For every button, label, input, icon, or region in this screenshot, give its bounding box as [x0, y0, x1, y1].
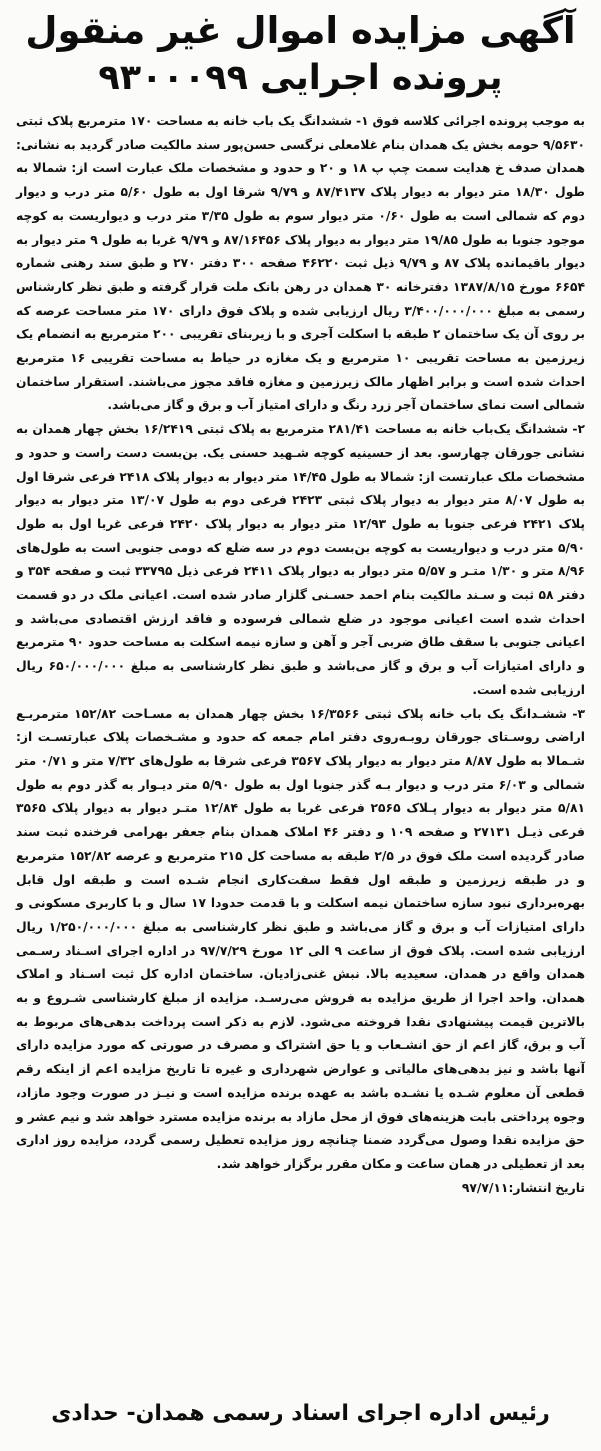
- notice-body: [16, 110, 585, 1200]
- signature-line: رئیس اداره اجرای اسناد رسمی همدان- حدادی: [51, 1401, 550, 1426]
- property-2-paragraph: ۲- ششدانگ یک‌باب خانه به مساحت ۲۸۱/۴۱ مترمربع به پلاک ثبتی ۱۶/۲۴۱۹ بخش چهار همدان به نشانی جورقان چهارسو. بعد از حسینیه کوچه شـهید حسنی یک. بن‌بست دست راست و حدود و مشخصات ملک عبارتست از: شمالا به طول ۱۴/۴۵ متر دیوار به دیوار پلاک ۲۴۱۸ فرعی شرقا اول به طول ۸/۰۷ متر دیوار به دیوار پلاک ثبتی ۲۴۲۳ فرعی دوم به طول ۱۳/۰۷ متر دیوار به دیوار پلاک ۲۴۲۱ فرعی جنوبا به طول ۱۲/۹۳ متر دیوار به دیوار پلاک ۲۴۲۰ فرعی غربا اول به طول ۵/۹۰ متر درب و دیواریست به کوچه بن‌بست دوم در سه ضلع که دومی جنوبی است به طول‌های ۸/۹۶ متر و ۱/۳۰ متـر و ۵/۵۷ متر دیوار به دیوار پلاک ۲۴۱۱ فرعی ذیل ۳۳۷۹۵ ثبت و صفحه ۳۵۴ و دفتر ۵۸ ثبت و سـند مالکیت بنام احمد حسـنی گلزار صادر شده است. اعیانی ملک در دو قسمت احداث شده است اعیانی موجود در ضلع شمالی فرسوده و فاقد ارزش اقتصادی می‌باشد و اعیانی جنوبی با سقف طاق ضربی آجر و آهن و سازه نیمه اسکلت به مساحت حدود ۹۰ مترمربع و دارای امتیازات آب و برق و گاز می‌باشد و طبق نظر کارشناسی به مبلغ ۶۵۰/۰۰۰/۰۰۰ ریال ارزیابی شده است.: [16, 422, 586, 697]
- property-1-paragraph: به موجب پرونده اجرائی کلاسه فوق ۱- ششدانگ یک باب خانه به مساحت ۱۷۰ مترمربع پلاک ثبتی ۹/۵۶۳۰ حومه بخش یک همدان بنام غلامعلی نرگسی حسن‌پور سند مالکیت صادر گردید به نشانی: همدان صدف خ هدایت سمت چپ پ ۱۸ و ۲۰ و حدود و مشخصات ملک عبارت است از: شمالا به طول ۱۸/۳۰ متر دیوار به دیوار پلاک ۸۷/۴۱۳۷ و ۹/۷۹ شرقا اول به طول ۵/۶۰ متر درب و دیوار دوم که شمالی است به طول ۰/۶۰ متر دیوار سوم به طول ۳/۳۵ متر درب و دیواریست به کوچه موجود جنوبا به طول ۱۹/۸۵ متر دیوار به دیوار پلاک ۸۷/۱۶۴۵۶ و ۹/۷۹ غربا به طول ۹ متر دیوار به دیوار باقیمانده پلاک ۸۷ و ۹/۷۹ ذیل ثبت ۴۶۲۲۰ صفحه ۳۰۰ دفتر ۲۷۰ و طبق سند رهنی شماره ۶۶۵۴ مورخ ۱۳۸۷/۸/۱۵ دفترخانه ۳۰ همدان در رهن بانک ملت قرار گرفته و طبق نظر کارشناس رسمی به مبلغ ۳/۴۰۰/۰۰۰/۰۰۰ ریال ارزیابی شده و پلاک فوق دارای ۱۷۰ متر مساحت عرصه که بر روی آن یک ساختمان ۲ طبقه با اسکلت آجری و با زیربنای تقریبی ۲۰۰ مترمربع به انضمام یک زیرزمین به مساحت تقریبی ۱۰ مترمربع و یک مغازه در حیاط به مساحت تقریبی ۱۶ مترمربع احداث شده است و برابر اظهار مالک زیرزمین و مغازه فاقد مجوز می‌باشند. استقرار ساختمان شمالی است نمای ساختمان آجر زرد رنگ و دارای امتیاز آب و برق و گاز می‌باشد.: [16, 114, 586, 413]
- notice-title: آگهی مزایده اموال غیر منقول: [25, 9, 576, 52]
- property-3-paragraph: ۳- ششـدانگ یک باب خانه پلاک ثبتی ۱۶/۳۵۶۶ بخش چهار همدان به مسـاحت ۱۵۲/۸۲ مترمربـع اراضی روسـتای جورقان روبـه‌روی دفتر امام جمعه که حدود و مشـخصات پلاک عبارتسـت از: شـمالا به طول ۸/۸۷ متر دیوار به دیوار پلاک ۳۵۶۷ فرعی شرقا به طول‌های ۷/۳۲ متر و ۰/۷۱ متر شمالی و ۶/۰۳ متر درب و دیوار بـه گذر جنوبا اول به طول ۵/۹۰ متر دیـوار به گذر دوم به طول ۵/۸۱ متر دیوار به دیوار پـلاک ۲۵۶۵ فرعی غربا به طول ۱۲/۸۴ متـر دیوار به دیوار پلاک ۳۵۶۵ فرعی ذیـل ۲۷۱۳۱ و صفحه ۱۰۹ و دفتر ۴۶ املاک همدان بنام جعفر بهرامی فرخنده ثبت سند صادر گردیده است ملک فوق در ۲/۵ طبقه به مساحت کل ۲۱۵ مترمربع و عرصه ۱۵۲/۸۲ مترمربع و در طبقه زیرزمین و طبقه اول فقط سفت‌کاری انجام شـده است و طبقه اول قابل بهره‌برداری نبود سازه ساختمان نیمه اسکلت و با قدمت حدودا ۱۷ سال و با کاربری مسکونی و دارای امتیازات آب و برق و گاز می‌باشد و طبق نظر کارشناسی به مبلغ ۱/۲۵۰/۰۰۰/۰۰۰ ریال ارزیابی شده است. پلاک فوق از ساعت ۹ الی ۱۲ مورخ ۹۷/۷/۲۹ در اداره اجرای اسـناد رسـمی همدان واقع در همدان. سعیدیه بالا. نبش غنی‌زادیان. ساختمان اداره کل ثبت اسـناد و املاک همدان. واحد اجرا از طریق مزایده به فروش می‌رسـد. مزایده از مبلغ کارشناسی شـروع و به بالاترین قیمت پیشنهادی نقدا فروخته می‌شود. لازم به ذکر است پرداخت بدهی‌های مربوط به آب و برق، گاز اعم از حق انشـعاب و یا حق اشتراک و مصرف در صورتی که مورد مزایده دارای آنها باشد و نیز بدهی‌های مالیاتی و عوارض شهرداری و غیره تا تاریخ مزایده اعم از اینکه رقم قطعی آن معلوم شـده یا نشـده باشد به عهده برنده مزایده است و نیـز در صورت وجود مازاد، وجوه پرداختی بابت هزینه‌های فوق از محل مازاد به برنده مزایده مسترد خواهد شد و نیم عشر و حق مزایده نقدا وصول می‌گردد ضمنا چنانچه روز مزایده تعطیل رسمی گردد، مزایده روز اداری بعد از تعطیلی در همان ساعت و مکان مقرر برگزار خواهد شد.: [16, 706, 586, 1171]
- publication-date: تاریخ انتشار:۹۷/۷/۱۱: [461, 1180, 585, 1195]
- case-number: پرونده اجرایی ۹۳۰۰۰۹۹: [98, 58, 503, 98]
